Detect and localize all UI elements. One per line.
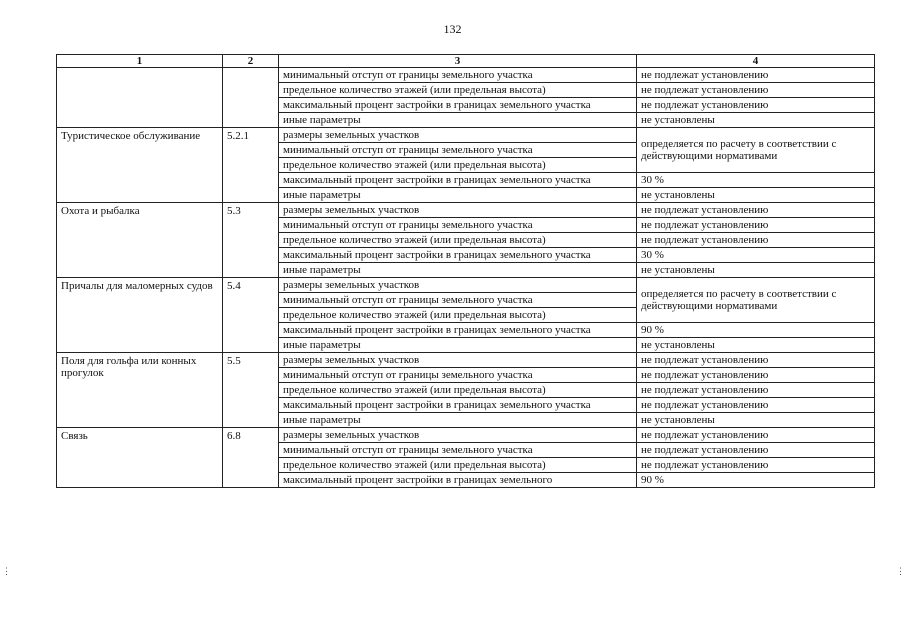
left-margin-mark: ⋮ <box>2 566 11 576</box>
land-use-type-cell: Поля для гольфа или конных прогулок <box>57 353 223 428</box>
land-use-code-cell: 5.2.1 <box>223 128 279 203</box>
document-table-container <box>56 54 874 488</box>
land-use-code-cell: 6.8 <box>223 428 279 488</box>
parameter-cell: иные параметры <box>279 188 637 203</box>
table-row <box>57 68 875 83</box>
land-use-type-cell: Причалы для маломерных судов <box>57 278 223 353</box>
parameter-cell: минимальный отступ от границы земельного участка <box>279 293 637 308</box>
land-use-type-cell <box>57 68 223 128</box>
parameter-cell: размеры земельных участков <box>279 353 637 368</box>
parameter-cell: минимальный отступ от границы земельного участка <box>279 143 637 158</box>
land-use-type-cell: Туристическое обслуживание <box>57 128 223 203</box>
header-col-4: 4 <box>637 55 875 68</box>
header-col-1: 1 <box>57 55 223 68</box>
parameter-value-cell: определяется по расчету в соответствии с действующими нормативами <box>637 278 875 323</box>
parameter-cell: максимальный процент застройки в границах земельного участка <box>279 248 637 263</box>
land-use-code-cell: 5.4 <box>223 278 279 353</box>
parameter-value-cell: 30 % <box>637 248 875 263</box>
parameter-cell: минимальный отступ от границы земельного участка <box>279 218 637 233</box>
table-body <box>57 68 875 488</box>
parameter-value-cell: 90 % <box>637 323 875 338</box>
table-row <box>57 353 875 368</box>
land-use-parameters-table <box>56 54 875 488</box>
parameter-cell: размеры земельных участков <box>279 278 637 293</box>
parameter-value-cell: не подлежат установлению <box>637 83 875 98</box>
parameter-value-cell: не подлежат установлению <box>637 233 875 248</box>
parameter-value-cell: не установлены <box>637 188 875 203</box>
table-row <box>57 128 875 143</box>
parameter-cell: минимальный отступ от границы земельного участка <box>279 368 637 383</box>
parameter-value-cell: не установлены <box>637 263 875 278</box>
parameter-value-cell: не установлены <box>637 113 875 128</box>
parameter-cell: размеры земельных участков <box>279 128 637 143</box>
parameter-cell: иные параметры <box>279 338 637 353</box>
table-row <box>57 278 875 293</box>
table-header-row <box>57 55 875 68</box>
parameter-cell: предельное количество этажей (или предельная высота) <box>279 308 637 323</box>
land-use-code-cell <box>223 68 279 128</box>
parameter-cell: размеры земельных участков <box>279 203 637 218</box>
parameter-cell: иные параметры <box>279 413 637 428</box>
land-use-type-cell: Связь <box>57 428 223 488</box>
parameter-cell: предельное количество этажей (или предельная высота) <box>279 83 637 98</box>
parameter-cell: максимальный процент застройки в границах земельного участка <box>279 173 637 188</box>
parameter-value-cell: не подлежат установлению <box>637 203 875 218</box>
parameter-cell: предельное количество этажей (или предельная высота) <box>279 458 637 473</box>
parameter-value-cell: не подлежат установлению <box>637 368 875 383</box>
table-row <box>57 203 875 218</box>
header-col-2: 2 <box>223 55 279 68</box>
parameter-cell: максимальный процент застройки в границах земельного <box>279 473 637 488</box>
parameter-cell: размеры земельных участков <box>279 428 637 443</box>
parameter-value-cell: определяется по расчету в соответствии с действующими нормативами <box>637 128 875 173</box>
page-number: 132 <box>443 22 462 36</box>
parameter-value-cell: не подлежат установлению <box>637 383 875 398</box>
header-col-3: 3 <box>279 55 637 68</box>
parameter-value-cell: не установлены <box>637 413 875 428</box>
parameter-cell: максимальный процент застройки в границах земельного участка <box>279 398 637 413</box>
land-use-code-cell: 5.3 <box>223 203 279 278</box>
parameter-cell: минимальный отступ от границы земельного участка <box>279 68 637 83</box>
parameter-value-cell: не подлежат установлению <box>637 398 875 413</box>
parameter-value-cell: не подлежат установлению <box>637 218 875 233</box>
parameter-cell: предельное количество этажей (или предельная высота) <box>279 158 637 173</box>
parameter-value-cell: не подлежат установлению <box>637 353 875 368</box>
parameter-value-cell: 30 % <box>637 173 875 188</box>
parameter-cell: иные параметры <box>279 113 637 128</box>
land-use-type-cell: Охота и рыбалка <box>57 203 223 278</box>
parameter-value-cell: не подлежат установлению <box>637 98 875 113</box>
parameter-value-cell: не подлежат установлению <box>637 428 875 443</box>
parameter-value-cell: не установлены <box>637 338 875 353</box>
parameter-value-cell: 90 % <box>637 473 875 488</box>
land-use-code-cell: 5.5 <box>223 353 279 428</box>
right-margin-mark: ⋮ <box>896 566 905 576</box>
parameter-cell: максимальный процент застройки в границах земельного участка <box>279 323 637 338</box>
parameter-value-cell: не подлежат установлению <box>637 443 875 458</box>
parameter-cell: иные параметры <box>279 263 637 278</box>
parameter-cell: предельное количество этажей (или предельная высота) <box>279 233 637 248</box>
parameter-value-cell: не подлежат установлению <box>637 68 875 83</box>
parameter-cell: минимальный отступ от границы земельного участка <box>279 443 637 458</box>
table-row <box>57 428 875 443</box>
parameter-value-cell: не подлежат установлению <box>637 458 875 473</box>
parameter-cell: предельное количество этажей (или предельная высота) <box>279 383 637 398</box>
parameter-cell: максимальный процент застройки в границах земельного участка <box>279 98 637 113</box>
